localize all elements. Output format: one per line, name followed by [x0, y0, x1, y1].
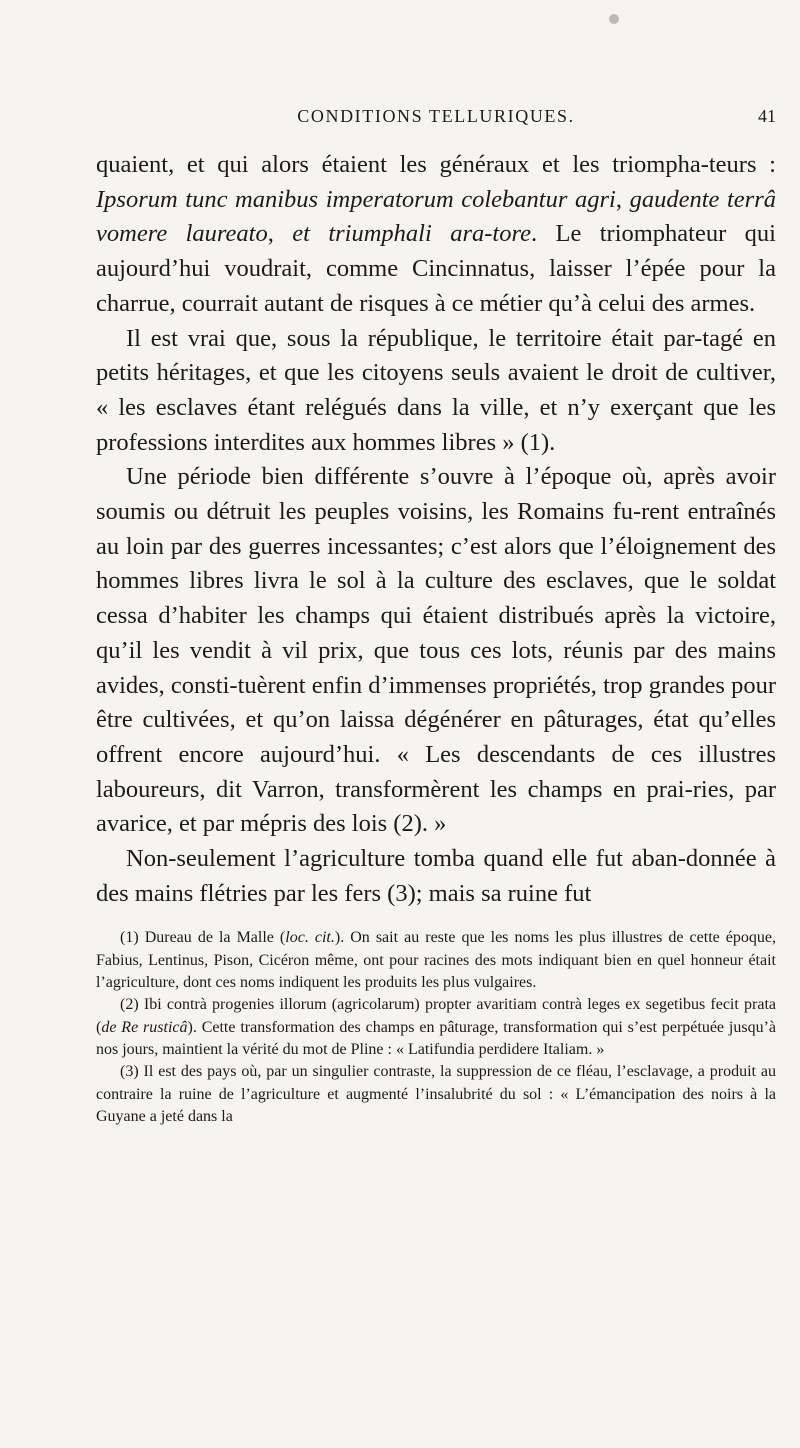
- running-title: CONDITIONS TELLURIQUES.: [297, 106, 575, 126]
- paragraph-3: Une période bien différente s’ouvre à l’époque où, après avoir soumis ou détruit les peuples voisins, les Romains fu-rent entraînés au loin par des guerres incessantes; c’est alors que l’éloignement des hommes libres livra le sol à la culture des esclaves, que le soldat cessa d’habiter les champs qui étaient distribués après la victoire, qu’il les vendit à vil prix, que tous ces lots, réunis par des mains avides, consti-tuèrent enfin d’immenses propriétés, trop grandes pour être cultivées, et qu’on laissa dégénérer en pâturages, état qu’elles offrent encore aujourd’hui. « Les descendants de ces illustres laboureurs, dit Varron, transformèrent les champs en prai-ries, par avarice, et par mépris des lois (2). »: [96, 463, 776, 838]
- page-content: [96, 130, 776, 1128]
- footnote-3: (3) Il est des pays où, par un singulier contraste, la suppression de ce fléau, l’esclavage, a produit au contraire la ruine de l’agriculture et augmenté l’insalubrité du sol : « L’émancipation des noirs à la Guyane a jeté dans la: [96, 1063, 776, 1125]
- footnote-1: (1) Dureau de la Malle (loc. cit.). On sait au reste que les noms les plus illustres de cette époque, Fabius, Lentinus, Pison, Cicéron même, ont pour racines des mots indiquant bien en quel honneur était l’agriculture, dont ces noms indiquent les produits les plus vulgaires.: [96, 929, 776, 992]
- main-text: [96, 148, 776, 911]
- paragraph-1: quaient, et qui alors étaient les généraux et les triompha-teurs : Ipsorum tunc manibus imperatorum colebantur agri, gaudente terrâ vomere laureato, et triumphali ara-tore. Le triomphateur qui aujourd’hui voudrait, comme Cincinnatus, laisser l’épée pour la charrue, courrait autant de risques à ce métier qu’à celui des armes.: [96, 151, 776, 317]
- running-header: [96, 106, 776, 130]
- paragraph-4: Non-seulement l’agriculture tomba quand elle fut aban-donnée à des mains flétries par les fers (3); mais sa ruine fut: [96, 845, 776, 907]
- footnotes: [96, 927, 776, 1128]
- ink-spot: [609, 14, 619, 24]
- footnote-2: (2) Ibi contrà progenies illorum (agricolarum) propter avaritiam contrà leges ex segetibus fecit prata (de Re rusticâ). Cette transformation des champs en pâturage, transformation qui s’est perpétuée jusqu’à nos jours, maintient la vérité du mot de Pline : « Latifundia perdidere Italiam. »: [96, 996, 777, 1058]
- page-number: 41: [758, 106, 776, 126]
- paragraph-2: Il est vrai que, sous la république, le territoire était par-tagé en petits héritages, et que les citoyens seuls avaient le droit de cultiver, « les esclaves étant relégués dans la ville, et n’y exerçant que les professions interdites aux hommes libres » (1).: [96, 324, 776, 456]
